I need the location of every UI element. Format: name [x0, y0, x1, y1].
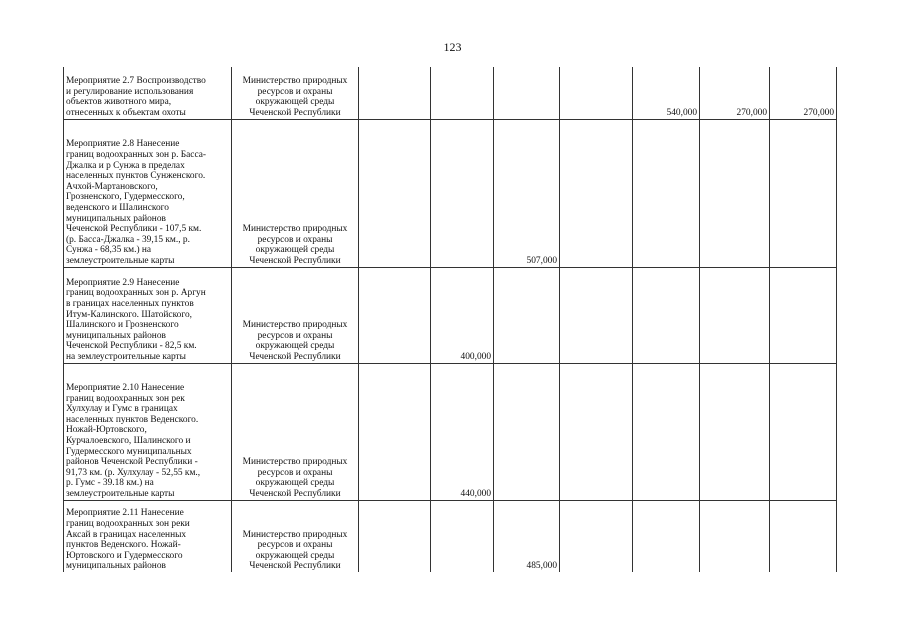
- measure-name-line: Мероприятие 2.9 Нанесение: [66, 277, 180, 288]
- table-row: [64, 267, 837, 363]
- responsible-org-cell: [232, 67, 359, 119]
- measure-name-line: муниципальных районов: [66, 213, 166, 224]
- measure-name-line: Мероприятие 2.10 Нанесение: [66, 382, 185, 393]
- amount-cell-col-7: [770, 500, 837, 572]
- measure-name-line: Сунжа - 68,35 км.) на: [66, 245, 152, 256]
- responsible-org-line: Министерство природных: [242, 320, 348, 331]
- measure-name-line: муниципальных районов: [66, 330, 166, 341]
- amount-cell-col-4: [560, 119, 633, 267]
- amount-cell-col-2: 400,000: [431, 267, 494, 363]
- measure-name-line: объектов животного мира,: [66, 97, 172, 108]
- measure-name-line: веденского и Шалинского: [66, 202, 169, 213]
- responsible-org-line: Чеченской Республики: [249, 488, 341, 499]
- responsible-org-line: Чеченской Республики: [249, 255, 341, 266]
- responsible-org-line: Министерство природных: [242, 76, 348, 87]
- amount-cell-col-4: [560, 67, 633, 119]
- responsible-org-line: ресурсов и охраны: [257, 234, 333, 245]
- responsible-org-line: Министерство природных: [242, 529, 348, 540]
- responsible-org-line: окружающей среды: [255, 550, 335, 561]
- measure-name-line: границ водоохранных зон р. Аргун: [66, 288, 206, 299]
- responsible-org-line: Чеченской Республики: [249, 351, 341, 362]
- amount-cell-col-5: [633, 267, 700, 363]
- responsible-org-cell: [232, 500, 359, 572]
- amount-cell-col-3: [494, 363, 560, 500]
- budget-table: [63, 67, 837, 572]
- responsible-org-line: ресурсов и охраны: [257, 330, 333, 341]
- responsible-org-line: окружающей среды: [255, 341, 335, 352]
- amount-cell-col-1: [359, 119, 431, 267]
- measure-name-line: Итум-Калинского. Шатойского,: [66, 309, 192, 320]
- measure-name-line: Курчалоевского, Шалинского и: [66, 435, 191, 446]
- measure-name-line: р. Гумс - 39.18 км.) на: [66, 478, 154, 489]
- measure-name-line: границ водоохранных зон рек: [66, 393, 185, 404]
- responsible-org-line: окружающей среды: [255, 245, 335, 256]
- responsible-org-line: Министерство природных: [242, 224, 348, 235]
- amount-cell-col-2: [431, 119, 494, 267]
- responsible-org-line: ресурсов и охраны: [257, 467, 333, 478]
- measure-name-cell: [64, 67, 232, 119]
- measure-name-line: Аксай в границах населенных: [66, 529, 187, 540]
- amount-cell-col-6: [700, 119, 770, 267]
- table-row: [64, 500, 837, 572]
- measure-name-line: муниципальных районов: [66, 561, 166, 572]
- table-row: [64, 363, 837, 500]
- amount-cell-col-1: [359, 363, 431, 500]
- amount-cell-col-4: [560, 500, 633, 572]
- responsible-org-line: Министерство природных: [242, 457, 348, 468]
- page-number: 123: [443, 40, 462, 54]
- amount-cell-col-2: 440,000: [431, 363, 494, 500]
- measure-name-line: Мероприятие 2.11 Нанесение: [66, 508, 184, 519]
- measure-name-line: отнесенных к объектам охоты: [66, 107, 186, 118]
- responsible-org-line: ресурсов и охраны: [257, 540, 333, 551]
- table-row: [64, 67, 837, 119]
- measure-name-line: Чеченской Республики - 107,5 км.: [66, 224, 202, 235]
- amount-cell-col-1: [359, 267, 431, 363]
- amount-cell-col-1: [359, 500, 431, 572]
- measure-name-line: Джалка и р Сунжа в пределах: [66, 160, 185, 171]
- measure-name-line: пунктов Веденского. Ножай-: [66, 540, 181, 551]
- measure-name-line: Ачхой-Мартановского,: [66, 181, 158, 192]
- responsible-org-line: ресурсов и охраны: [257, 86, 333, 97]
- measure-name-line: Гудермесского муниципальных: [66, 446, 192, 457]
- measure-name-line: 91,73 км. (р. Хулхулау - 52,55 км.,: [66, 467, 201, 478]
- responsible-org-cell: [232, 363, 359, 500]
- measure-name-line: границ водоохранных зон реки: [66, 519, 190, 530]
- amount-cell-col-3: 485,000: [494, 500, 560, 572]
- measure-name-line: в границах населенных пунктов: [66, 298, 194, 309]
- measure-name-line: Юртовского и Гудермесского: [66, 550, 183, 561]
- amount-cell-col-5: [633, 500, 700, 572]
- amount-cell-col-4: [560, 363, 633, 500]
- responsible-org-line: окружающей среды: [255, 478, 335, 489]
- amount-cell-col-7: [770, 267, 837, 363]
- responsible-org-cell: [232, 119, 359, 267]
- amount-cell-col-7: 270,000: [770, 67, 837, 119]
- measure-name-line: землеустроительные карты: [66, 255, 175, 266]
- measure-name-line: населенных пунктов Сунженского.: [66, 171, 206, 182]
- amount-cell-col-5: 540,000: [633, 67, 700, 119]
- measure-name-cell: [64, 500, 232, 572]
- amount-cell-col-3: [494, 267, 560, 363]
- amount-cell-col-6: [700, 267, 770, 363]
- amount-cell-col-6: 270,000: [700, 67, 770, 119]
- measure-name-line: Чеченской Республики - 82,5 км.: [66, 341, 197, 352]
- table-body: [64, 67, 837, 572]
- measure-name-line: на землеустроительные карты: [66, 351, 186, 362]
- responsible-org-cell: [232, 267, 359, 363]
- measure-name-line: Грозненского, Гудермесского,: [66, 192, 185, 203]
- measure-name-line: границ водоохранных зон р. Басса-: [66, 149, 207, 160]
- amount-cell-col-1: [359, 67, 431, 119]
- responsible-org-line: Чеченской Республики: [249, 561, 341, 572]
- measure-name-cell: [64, 363, 232, 500]
- measure-name-line: Шалинского и Грозненского: [66, 320, 179, 331]
- measure-name-line: районов Чеченской Республики -: [66, 457, 198, 468]
- measure-name-line: Мероприятие 2.7 Воспроизводство: [66, 76, 206, 87]
- responsible-org-line: окружающей среды: [255, 97, 335, 108]
- amount-cell-col-5: [633, 363, 700, 500]
- measure-name-line: и регулирование использования: [66, 86, 194, 97]
- measure-name-cell: [64, 267, 232, 363]
- amount-cell-col-3: 507,000: [494, 119, 560, 267]
- measure-name-line: (р. Басса-Джалка - 39,15 км., р.: [66, 234, 190, 245]
- amount-cell-col-2: [431, 500, 494, 572]
- amount-cell-col-6: [700, 500, 770, 572]
- amount-cell-col-5: [633, 119, 700, 267]
- measure-name-line: землеустроительные карты: [66, 488, 175, 499]
- responsible-org-line: Чеченской Республики: [249, 107, 341, 118]
- amount-cell-col-4: [560, 267, 633, 363]
- table-row: [64, 119, 837, 267]
- measure-name-line: Ножай-Юртовского,: [66, 425, 147, 436]
- amount-cell-col-6: [700, 363, 770, 500]
- amount-cell-col-7: [770, 363, 837, 500]
- measure-name-cell: [64, 119, 232, 267]
- amount-cell-col-3: [494, 67, 560, 119]
- amount-cell-col-7: [770, 119, 837, 267]
- measure-name-line: населенных пунктов Веденского.: [66, 414, 199, 425]
- amount-cell-col-2: [431, 67, 494, 119]
- measure-name-line: Хулхулау и Гумс в границах: [66, 404, 178, 415]
- measure-name-line: Мероприятие 2.8 Нанесение: [66, 139, 180, 150]
